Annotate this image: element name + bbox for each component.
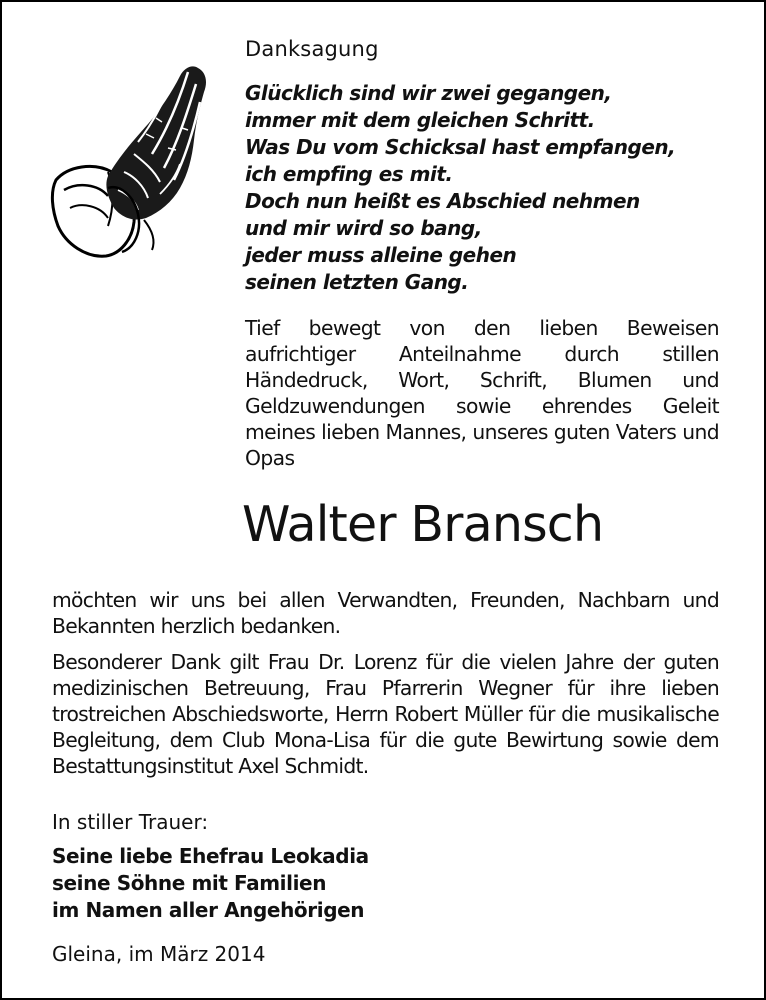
poem-line: immer mit dem gleichen Schritt. (245, 108, 595, 132)
signer: Seine liebe Ehefrau Leokadia (52, 844, 369, 868)
signers-list (52, 843, 369, 924)
mourning-label: In stiller Trauer: (52, 810, 209, 834)
place-date: Gleina, im März 2014 (52, 942, 266, 966)
signer: seine Söhne mit Familien (52, 871, 327, 895)
poem (245, 80, 675, 296)
deceased-name: Walter Bransch (242, 496, 604, 553)
poem-line: seinen letzten Gang. (245, 270, 469, 294)
poem-line: und mir wird so bang, (245, 216, 482, 240)
poem-line: jeder muss alleine gehen (245, 243, 517, 267)
signer: im Namen aller Angehörigen (52, 898, 365, 922)
poem-line: Was Du vom Schicksal hast empfangen, (245, 135, 676, 159)
poem-line: Doch nun heißt es Abschied nehmen (245, 189, 640, 213)
thanks-paragraph: möchten wir uns bei allen Verwandten, Freunden, Nachbarn und Bekannten herzlich bedanken. (52, 588, 719, 638)
notice-heading: Danksagung (245, 37, 379, 61)
intro-paragraph: Tief bewegt von den lieben Beweisen aufrichtiger Anteilnahme durch stillen Händedruck, Wort, Schrift, Blumen und Geldzuwendungen sowie ehrendes Geleit meines lieben Mannes, unseres guten Vaters und Opas (245, 316, 719, 470)
poem-line: ich empfing es mit. (245, 162, 453, 186)
poem-line: Glücklich sind wir zwei gegangen, (245, 81, 612, 105)
special-thanks-paragraph: Besonderer Dank gilt Frau Dr. Lorenz für die vielen Jahre der guten medizinischen Betreuung, Frau Pfarrerin Wegner für ihre lieben trostreichen Abschiedsworte, Herrn Robert Müller für die musikalische Begleitung, dem Club Mona-Lisa für die gute Bewirtung sowie dem Bestattungsinstitut Axel Schmidt. (52, 650, 719, 778)
praying-hands-icon (48, 58, 218, 258)
